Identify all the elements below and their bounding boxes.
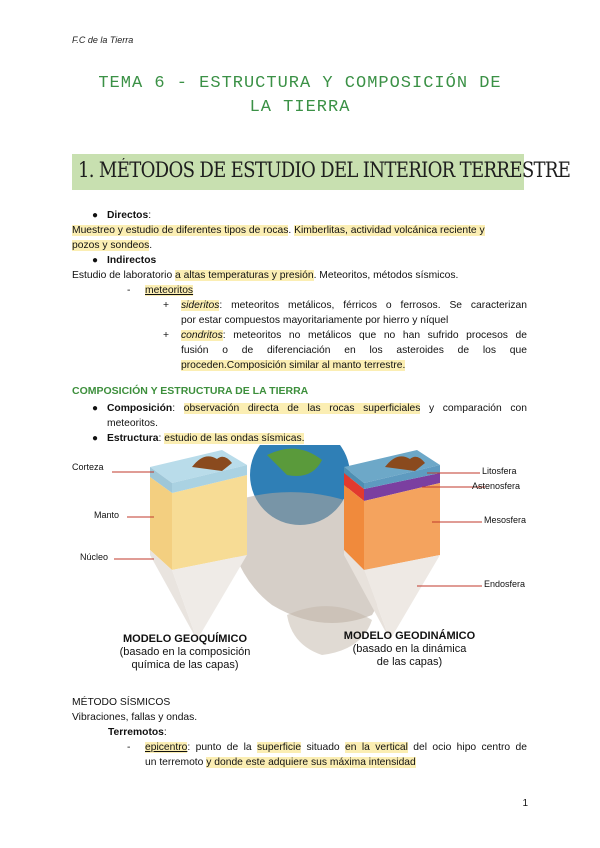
label-corteza: Corteza bbox=[72, 462, 104, 472]
directos-line-2: pozos y sondeos. bbox=[72, 240, 153, 251]
indirectos-heading: Indirectos bbox=[107, 255, 157, 266]
indirectos-line: Estudio de laboratorio a altas temperaturas y presión. Meteoritos, métodos sísmicos. bbox=[72, 270, 459, 281]
meteoritos-label: meteoritos bbox=[145, 285, 194, 296]
plus-marker: + bbox=[163, 330, 170, 341]
bullet-icon: ● bbox=[92, 210, 99, 221]
page-number: 1 bbox=[522, 798, 528, 809]
condritos-line-2: fusión o de diferenciación en los asteroides de los que bbox=[181, 345, 527, 356]
bullet-icon: ● bbox=[92, 255, 99, 266]
condritos-line-1: condritos: meteoritos no metálicos que no han sufrido procesos de bbox=[181, 330, 527, 341]
dash-marker: - bbox=[127, 742, 131, 753]
epicentro-line-1: epicentro: punto de la superficie situado en la vertical del ocio hipo centro de bbox=[145, 742, 527, 753]
composicion-line-2: meteoritos. bbox=[107, 418, 158, 429]
epicentro-line-2: un terremoto y donde este adquiere sus máxima intensidad bbox=[145, 757, 416, 768]
metodos-title: MÉTODO SÍSMICOS bbox=[72, 697, 171, 708]
composicion-line-1: Composición: observación directa de las rocas superficiales y comparación con bbox=[107, 403, 527, 414]
bullet-icon: ● bbox=[92, 433, 99, 444]
page-title bbox=[60, 72, 540, 120]
section-heading-banner bbox=[72, 154, 571, 190]
label-manto: Manto bbox=[94, 510, 120, 520]
dash-marker: - bbox=[127, 285, 131, 296]
metodos-line: Vibraciones, fallas y ondas. bbox=[72, 712, 198, 723]
earth-models-figure bbox=[72, 445, 527, 677]
label-endosfera: Endosfera bbox=[484, 579, 526, 589]
label-nucleo: Núcleo bbox=[80, 552, 109, 562]
sideritos-line-1: sideritos: meteoritos metálicos, férricos o ferrosos. Se caracterizan bbox=[181, 300, 527, 311]
label-mesosfera: Mesosfera bbox=[484, 515, 527, 525]
condritos-line-3: proceden.Composición similar al manto terrestre. bbox=[181, 360, 406, 371]
subsection-heading: COMPOSICIÓN Y ESTRUCTURA DE LA TIERRA bbox=[72, 385, 309, 397]
directos-heading: Directos: bbox=[107, 210, 152, 221]
label-astenosfera: Astenosfera bbox=[472, 481, 521, 491]
directos-line-1: Muestreo y estudio de diferentes tipos de rocas. Kimberlitas, actividad volcánica reciente y bbox=[72, 225, 485, 236]
estructura-line: Estructura: estudio de las ondas sísmicas. bbox=[107, 433, 305, 444]
sideritos-line-2: por estar compuestos mayoritariamente por hierro y níquel bbox=[181, 315, 449, 326]
terremotos-heading: Terremotos: bbox=[108, 727, 167, 738]
label-litosfera: Litosfera bbox=[482, 466, 517, 476]
bullet-icon: ● bbox=[92, 403, 99, 414]
caption-geoquimico: MODELO GEOQUÍMICO (basado en la composición química de las capas) bbox=[119, 633, 251, 671]
plus-marker: + bbox=[163, 300, 170, 311]
running-header: F.C de la Tierra bbox=[72, 35, 134, 45]
section-heading: 1. MÉTODOS DE ESTUDIO DEL INTERIOR TERRESTRE bbox=[78, 158, 571, 182]
caption-geodinamico: MODELO GEODINÁMICO (basado en la dinámica de las capas) bbox=[343, 630, 476, 668]
title-line-1: TEMA 6 - ESTRUCTURA Y COMPOSICIÓN DE bbox=[98, 74, 502, 93]
title-line-2: LA TIERRA bbox=[249, 98, 351, 117]
